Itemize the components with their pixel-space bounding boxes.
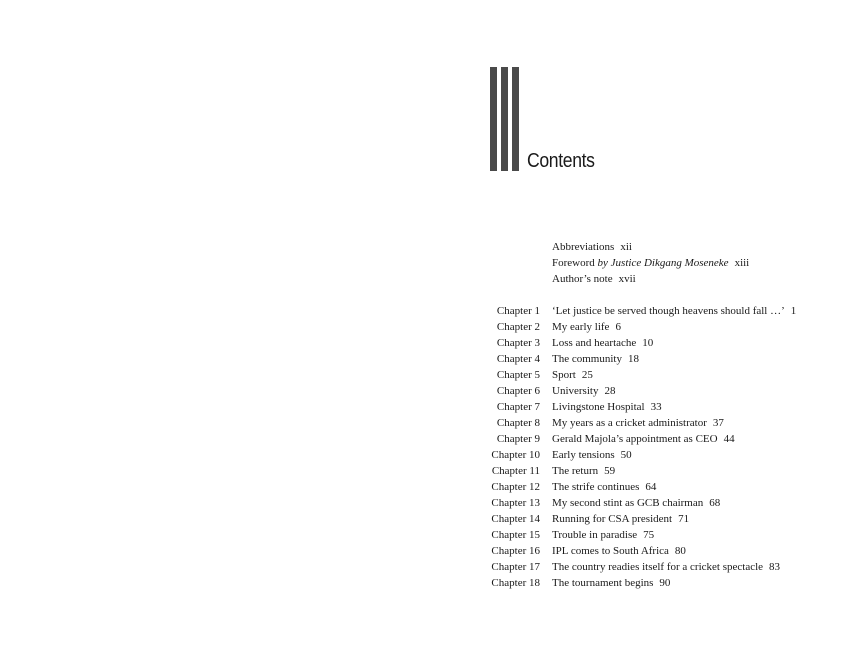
chapter-entry [552,303,796,319]
chapter-entry [552,335,653,351]
chapter-label: Chapter 18 [491,577,540,589]
front-matter-list [552,239,749,287]
chapter-label: Chapter 8 [496,417,540,429]
page-number: 75 [643,529,655,541]
decorative-bar [512,67,519,171]
chapter-label: Chapter 13 [491,497,540,509]
front-matter-item [552,239,749,255]
chapter-title: Gerald Majola’s appointment as CEO [552,433,718,445]
chapter-title: Loss and heartache [552,337,637,349]
entry-title: Author’s note [552,273,613,285]
chapter-title: The tournament begins [552,577,654,589]
decorative-bar [501,67,508,171]
page-number: 59 [604,465,616,477]
page-number: 68 [709,497,721,509]
page-number: xii [620,241,632,253]
page-title: Contents [527,150,595,172]
chapter-title: The strife continues [552,481,640,493]
page-number: xiii [734,257,750,269]
chapter-entry [552,431,735,447]
chapter-label: Chapter 11 [491,465,540,477]
chapter-label: Chapter 10 [491,449,540,461]
page-number: 25 [581,369,593,381]
chapter-entry [552,559,780,575]
page-number: 28 [604,385,616,397]
chapter-label: Chapter 3 [496,337,540,349]
chapter-entry [552,319,621,335]
chapter-title: My early life [552,321,610,333]
chapter-label: Chapter 9 [496,433,540,445]
decorative-bars [490,67,520,171]
chapter-title: University [552,385,599,397]
page-number: 1 [790,305,797,317]
chapter-label: Chapter 5 [496,369,540,381]
page-number: 33 [650,401,662,413]
chapter-label: Chapter 17 [491,561,540,573]
page-number: 10 [642,337,654,349]
chapter-entry [552,367,593,383]
chapter-title: My second stint as GCB chairman [552,497,704,509]
chapter-entry [552,527,654,543]
decorative-bar [490,67,497,171]
front-matter-item [552,271,749,287]
chapter-title: The community [552,353,622,365]
page-number: 71 [678,513,690,525]
page-number: 64 [645,481,657,493]
chapter-label: Chapter 15 [491,529,540,541]
chapter-label: Chapter 1 [496,305,540,317]
page-number: 90 [659,577,671,589]
chapter-label: Chapter 2 [496,321,540,333]
chapter-title: IPL comes to South Africa [552,545,669,557]
chapter-label: Chapter 4 [496,353,540,365]
page-number: 80 [674,545,686,557]
chapter-title: Livingstone Hospital [552,401,645,413]
page-number: 44 [723,433,735,445]
chapter-title: ‘Let justice be served though heavens should fall …’ [552,305,785,317]
entry-title: Abbreviations [552,241,615,253]
chapter-label: Chapter 6 [496,385,540,397]
chapter-label: Chapter 7 [496,401,540,413]
chapter-entry [552,415,724,431]
page-number: 6 [615,321,621,333]
chapter-title: The return [552,465,599,477]
chapter-entry [552,575,670,591]
chapter-label: Chapter 12 [491,481,540,493]
chapter-label: Chapter 14 [491,513,540,525]
page-number: 37 [712,417,724,429]
chapter-entry [552,543,686,559]
entry-byline: by Justice Dikgang Moseneke [597,257,729,269]
chapter-title: Trouble in paradise [552,529,638,541]
chapter-title: Sport [552,369,576,381]
chapter-entry [552,399,662,415]
chapter-title: Early tensions [552,449,615,461]
chapter-entry [552,479,656,495]
page-number: 50 [620,449,632,461]
chapter-entry [552,383,615,399]
chapter-label: Chapter 16 [491,545,540,557]
chapter-entry [552,447,632,463]
chapter-title: The country readies itself for a cricket spectacle [552,561,764,573]
page-number: xvii [618,273,636,285]
entry-title: Foreword [552,257,595,269]
chapter-entry [552,351,639,367]
chapter-entry [552,463,615,479]
front-matter-item [552,255,749,271]
chapter-title: Running for CSA president [552,513,673,525]
chapter-entry [552,511,689,527]
chapter-entry [552,495,720,511]
page-number: 18 [627,353,639,365]
page-number: 83 [769,561,781,573]
chapter-title: My years as a cricket administrator [552,417,707,429]
